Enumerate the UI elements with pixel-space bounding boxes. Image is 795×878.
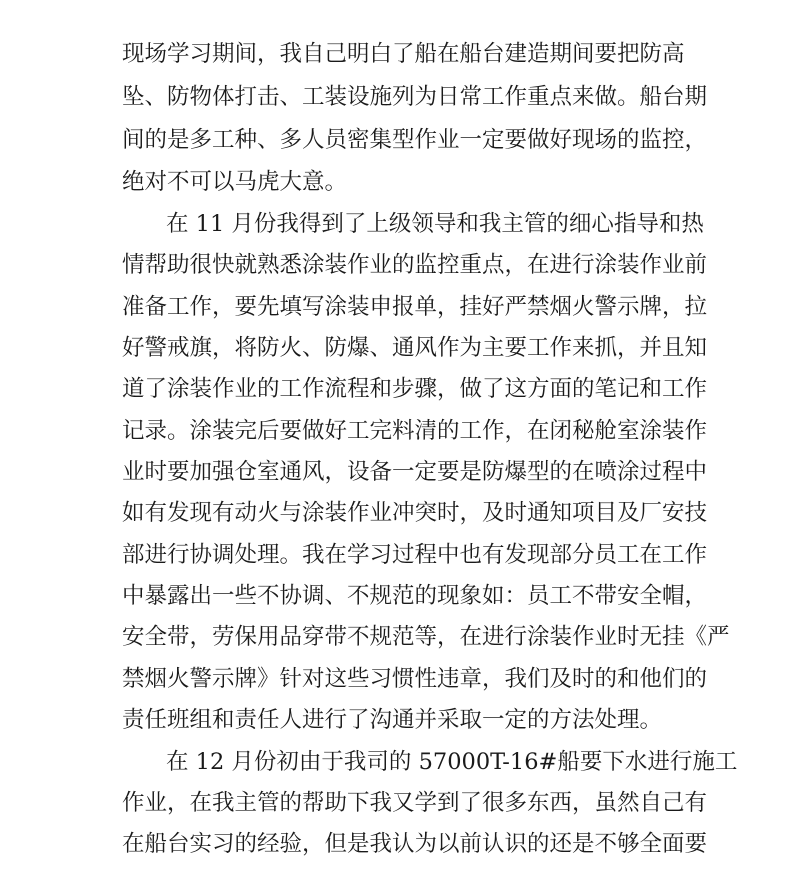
paragraph-2-line-10: 中暴露出一些不协调、不规范的现象如：员工不带安全帽， [122,583,708,609]
paragraph-3-line-2: 作业，在我主管的帮助下我又学到了很多东西，虽然自己有 [122,790,708,816]
paragraph-2-line-6: 记录。涂装完后要做好工完料清的工作，在闭秘舱室涂装作 [122,418,708,444]
paragraph-1-line-3: 间的是多工种、多人员密集型作业一定要做好现场的监控， [122,127,708,153]
paragraph-1-line-2: 坠、防物体打击、工装设施列为日常工作重点来做。船台期 [122,84,708,110]
paragraph-3-line-1: 在 12 月份初由于我司的 57000T-16#船要下水进行施工 [166,749,738,775]
paragraph-2-line-7: 业时要加强仓室通风，设备一定要是防爆型的在喷涂过程中 [122,459,708,485]
paragraph-2-line-8: 如有发现有动火与涂装作业冲突时，及时通知项目及厂安技 [122,500,708,526]
paragraph-2-line-9: 部进行协调处理。我在学习过程中也有发现部分员工在工作 [122,542,708,568]
paragraph-2-line-2: 情帮助很快就熟悉涂装作业的监控重点，在进行涂装作业前 [122,252,708,278]
paragraph-2-line-12: 禁烟火警示牌》针对这些习惯性违章，我们及时的和他们的 [122,666,708,692]
paragraph-1-line-4: 绝对不可以马虎大意。 [122,169,348,195]
paragraph-2-line-1: 在 11 月份我得到了上级领导和我主管的细心指导和热 [166,211,704,237]
paragraph-2-line-11: 安全带，劳保用品穿带不规范等，在进行涂装作业时无挂《严 [122,624,730,650]
paragraph-2-line-4: 好警戒旗，将防火、防爆、通风作为主要工作来抓，并且知 [122,335,708,361]
paragraph-2-line-5: 道了涂装作业的工作流程和步骤，做了这方面的笔记和工作 [122,376,708,402]
paragraph-1-line-1: 现场学习期间，我自己明白了船在船台建造期间要把防高 [122,41,685,67]
paragraph-3-line-3: 在船台实习的经验，但是我认为以前认识的还是不够全面要 [122,831,708,857]
paragraph-2-line-3: 准备工作，要先填写涂装申报单，挂好严禁烟火警示牌，拉 [122,294,708,320]
page-bottom-edge [0,866,795,878]
paragraph-2-line-13: 责任班组和责任人进行了沟通并采取一定的方法处理。 [122,707,663,733]
